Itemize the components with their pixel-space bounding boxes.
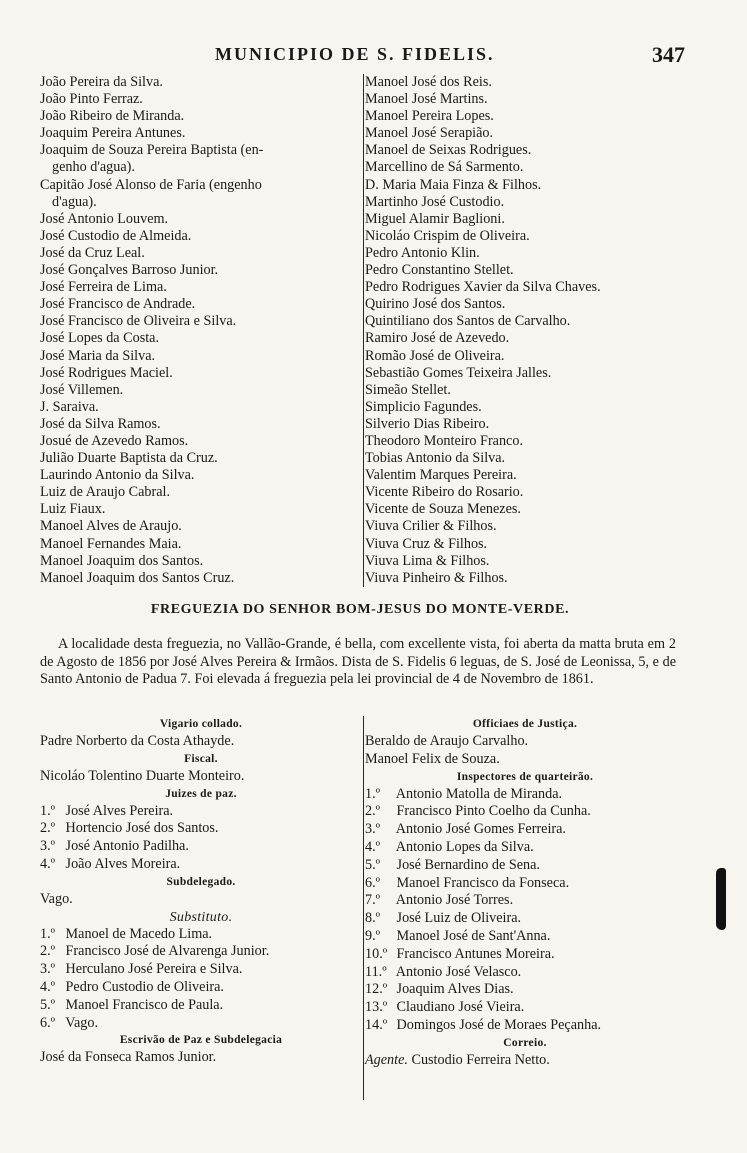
ordinal: 8.º: [365, 910, 381, 927]
ordinal: 5.º: [365, 856, 381, 873]
list-item: J. Saraiva.: [40, 398, 99, 415]
ordinal: 3.º: [40, 961, 56, 978]
list-item: Miguel Alamir Baglioni.: [365, 210, 505, 227]
name-list-columns: [40, 74, 680, 588]
ordinal: 6.º: [365, 874, 381, 891]
list-item: José Custodio de Almeida.: [40, 227, 192, 244]
list-item: Joaquim Pereira Antunes.: [40, 125, 186, 142]
list-item: [365, 821, 685, 839]
list-item: Manoel Joaquim dos Santos Cruz.: [40, 569, 235, 586]
official-name: Manoel Francisco de Paula.: [65, 996, 224, 1013]
list-item: Quirino José dos Santos.: [365, 296, 506, 313]
list-item: Manoel Fernandes Maia.: [40, 535, 182, 552]
list-item: José da Cruz Leal.: [40, 244, 145, 261]
list-item: Manoel Joaquim dos Santos.: [40, 552, 204, 569]
list-item: Manoel Alves de Araujo.: [40, 518, 182, 535]
list-item: [40, 997, 362, 1015]
ordinal: 1.º: [365, 785, 381, 802]
vigario-heading: Vigario collado.: [159, 718, 243, 730]
ordinal: 5.º: [40, 996, 56, 1013]
official-name: Manoel José de Sant'Anna.: [396, 927, 551, 944]
list-item: José Gonçalves Barroso Junior.: [40, 262, 219, 279]
list-item: Viuva Crilier & Filhos.: [365, 518, 497, 535]
fiscal-heading: Fiscal.: [184, 752, 218, 765]
list-item: [365, 946, 685, 964]
list-item: José da Silva Ramos.: [40, 415, 161, 432]
official-name: Pedro Custodio de Oliveira.: [65, 978, 224, 995]
official-name: Claudiano José Vieira.: [396, 999, 525, 1016]
list-item: Luiz Fiaux.: [40, 501, 106, 518]
list-item-continuation: genho d'agua).: [52, 159, 135, 176]
list-item: [365, 910, 685, 928]
list-item: Manoel Felix de Souza.: [365, 750, 500, 767]
correio-heading: Correio.: [503, 1036, 547, 1049]
list-item: João Pinto Ferraz.: [40, 91, 143, 108]
list-item: João Pereira da Silva.: [40, 74, 163, 90]
list-item: José Antonio Louvem.: [40, 210, 169, 227]
list-item: Simeão Stellet.: [365, 381, 451, 398]
ordinal: 3.º: [40, 838, 56, 855]
ordinal: 14.º: [365, 1016, 388, 1033]
list-item: Manoel José Serapião.: [365, 125, 494, 142]
agente-label: Agente.: [365, 1051, 408, 1068]
subdelegado-name: Vago.: [40, 890, 73, 907]
official-name: José Antonio Padilha.: [65, 838, 189, 855]
list-item: Luiz de Araujo Cabral.: [40, 484, 171, 501]
list-item: [365, 803, 685, 821]
officiaes-heading: Officiaes de Justiça.: [472, 718, 578, 730]
agente-name: Custodio Ferreira Netto.: [411, 1051, 550, 1068]
official-name: Antonio José Gomes Ferreira.: [395, 821, 566, 838]
ordinal: 12.º: [365, 981, 388, 998]
subdelegado-heading: Subdelegado.: [166, 875, 236, 888]
official-name: João Alves Moreira.: [65, 855, 181, 872]
official-name: Vago.: [65, 1014, 99, 1031]
ordinal: 11.º: [365, 963, 387, 980]
list-item: Pedro Antonio Klin.: [365, 244, 480, 261]
ordinal: 4.º: [40, 978, 56, 995]
list-item: [40, 979, 362, 997]
list-item: João Ribeiro de Miranda.: [40, 108, 185, 125]
agente-line: [365, 1052, 685, 1070]
ordinal: 4.º: [365, 838, 381, 855]
running-title: MUNICIPIO DE S. FIDELIS.: [215, 44, 495, 64]
name-list-left: [40, 74, 362, 587]
ordinal: 7.º: [365, 892, 381, 909]
list-item: Marcellino de Sá Sarmento.: [365, 159, 524, 176]
ordinal: 1.º: [40, 925, 56, 942]
ordinal: 1.º: [40, 802, 56, 819]
section-heading: FREGUEZIA DO SENHOR BOM-JESUS DO MONTE-VERDE.: [150, 602, 570, 617]
list-item: José Ferreira de Lima.: [40, 279, 167, 296]
list-item: [40, 943, 362, 961]
list-item: [365, 964, 685, 982]
name-list-right: [363, 74, 685, 587]
list-item: José Villemen.: [40, 381, 124, 398]
list-item: Pedro Constantino Stellet.: [365, 262, 514, 279]
list-item: José Rodrigues Maciel.: [40, 364, 173, 381]
official-name: José Bernardino de Sena.: [396, 856, 540, 873]
running-head: [40, 44, 685, 68]
inspectores-heading: Inspectores de quarteirão.: [456, 770, 594, 783]
list-item: Vicente Ribeiro do Rosario.: [365, 484, 524, 501]
list-item: Vicente de Souza Menezes.: [365, 501, 521, 518]
official-name: José Alves Pereira.: [65, 802, 174, 819]
ordinal: 2.º: [365, 803, 381, 820]
ordinal: 4.º: [40, 855, 56, 872]
official-name: Antonio José Velasco.: [395, 963, 522, 980]
escrivao-name: José da Fonseca Ramos Junior.: [40, 1049, 217, 1066]
officials-left: [40, 716, 362, 1067]
list-item: [365, 1017, 685, 1035]
officials-right: [363, 716, 685, 1100]
official-name: Francisco Antunes Moreira.: [396, 945, 555, 962]
ordinal: 6.º: [40, 1014, 56, 1031]
official-name: Herculano José Pereira e Silva.: [65, 961, 243, 978]
list-item: Romão José de Oliveira.: [365, 347, 505, 364]
official-name: Manoel Francisco da Fonseca.: [396, 874, 570, 891]
list-item: Viuva Pinheiro & Filhos.: [365, 569, 508, 586]
list-item: [40, 856, 362, 874]
list-item: Manoel Pereira Lopes.: [365, 108, 494, 125]
section-paragraph: A localidade desta freguezia, no Vallão-Grande, é bella, com excellente vista, foi aberta da matta bruta em 2 de Agosto de 1856 por José Alves Pereira & Irmãos. Dista de S. Fidelis 6 leguas, de S. José de Leonissa, 5, e de Santo Antonio de Padua 7. Foi elevada á freguezia pela lei provincial de 4 de Novembro de 1861.: [40, 636, 676, 687]
list-item: Manoel José Martins.: [365, 91, 488, 108]
list-item: Valentim Marques Pereira.: [365, 467, 517, 484]
list-item: José Francisco de Andrade.: [40, 296, 196, 313]
officials-columns: [40, 716, 680, 1102]
escrivao-heading: Escrivão de Paz e Subdelegacia: [119, 1034, 283, 1047]
list-item: Laurindo Antonio da Silva.: [40, 467, 195, 484]
list-item: José Lopes da Costa.: [40, 330, 160, 347]
list-item: Sebastião Gomes Teixeira Jalles.: [365, 364, 552, 381]
official-name: José Luiz de Oliveira.: [396, 910, 522, 927]
ordinal: 13.º: [365, 999, 388, 1016]
official-name: Antonio José Torres.: [395, 892, 514, 909]
ordinal: 9.º: [365, 927, 381, 944]
official-name: Manoel de Macedo Lima.: [65, 925, 213, 942]
list-item: [40, 926, 362, 944]
list-item: Joaquim de Souza Pereira Baptista (en-: [40, 142, 264, 159]
official-name: Francisco Pinto Coelho da Cunha.: [396, 803, 591, 820]
list-item: [365, 839, 685, 857]
list-item: Viuva Cruz & Filhos.: [365, 535, 488, 552]
list-item: [40, 803, 362, 821]
official-name: Hortencio José dos Santos.: [65, 820, 219, 837]
list-item: Manoel de Seixas Rodrigues.: [365, 142, 532, 159]
list-item: Tobias Antonio da Silva.: [365, 450, 506, 467]
list-item: D. Maria Maia Finza & Filhos.: [365, 176, 542, 193]
official-name: Antonio Lopes da Silva.: [395, 838, 534, 855]
ordinal: 10.º: [365, 945, 388, 962]
list-item: Simplicio Fagundes.: [365, 398, 482, 415]
list-item: [40, 1015, 362, 1033]
list-item: José Francisco de Oliveira e Silva.: [40, 313, 237, 330]
list-item: Viuva Lima & Filhos.: [365, 552, 490, 569]
list-item: Theodoro Monteiro Franco.: [365, 432, 523, 449]
page-number: 347: [652, 42, 685, 67]
list-item: [365, 786, 685, 804]
official-name: Joaquim Alves Dias.: [396, 981, 514, 998]
list-item: Josué de Azevedo Ramos.: [40, 432, 189, 449]
list-item: [365, 892, 685, 910]
list-item-continuation: d'agua).: [52, 193, 97, 210]
list-item: [40, 838, 362, 856]
list-item: Martinho José Custodio.: [365, 193, 505, 210]
ordinal: 3.º: [365, 821, 381, 838]
list-item: [40, 820, 362, 838]
vigario-name: Padre Norberto da Costa Athayde.: [40, 733, 235, 749]
list-item: Ramiro José de Azevedo.: [365, 330, 510, 347]
list-item: Quintiliano dos Santos de Carvalho.: [365, 313, 571, 330]
list-item: [365, 981, 685, 999]
substituto-heading: Substituto.: [169, 909, 233, 925]
list-item: [365, 875, 685, 893]
list-item: Nicoláo Crispim de Oliveira.: [365, 227, 530, 244]
list-item: [365, 928, 685, 946]
list-item: [40, 961, 362, 979]
ordinal: 2.º: [40, 820, 56, 837]
official-name: Domingos José de Moraes Peçanha.: [396, 1016, 602, 1033]
list-item: Capitão José Alonso de Faria (engenho: [40, 176, 262, 193]
official-name: Francisco José de Alvarenga Junior.: [65, 943, 270, 960]
ordinal: 2.º: [40, 943, 56, 960]
list-item: Pedro Rodrigues Xavier da Silva Chaves.: [365, 279, 601, 296]
list-item: Julião Duarte Baptista da Cruz.: [40, 450, 218, 467]
juizes-heading: Juizes de paz.: [165, 787, 237, 800]
list-item: [365, 999, 685, 1017]
ink-blot-mark: [716, 868, 726, 930]
list-item: Beraldo de Araujo Carvalho.: [365, 733, 529, 749]
list-item: Manoel José dos Reis.: [365, 74, 492, 90]
list-item: José Maria da Silva.: [40, 347, 156, 364]
official-name: Antonio Matolla de Miranda.: [395, 785, 563, 802]
fiscal-name: Nicoláo Tolentino Duarte Monteiro.: [40, 767, 245, 784]
list-item: [365, 857, 685, 875]
list-item: Silverio Dias Ribeiro.: [365, 415, 490, 432]
